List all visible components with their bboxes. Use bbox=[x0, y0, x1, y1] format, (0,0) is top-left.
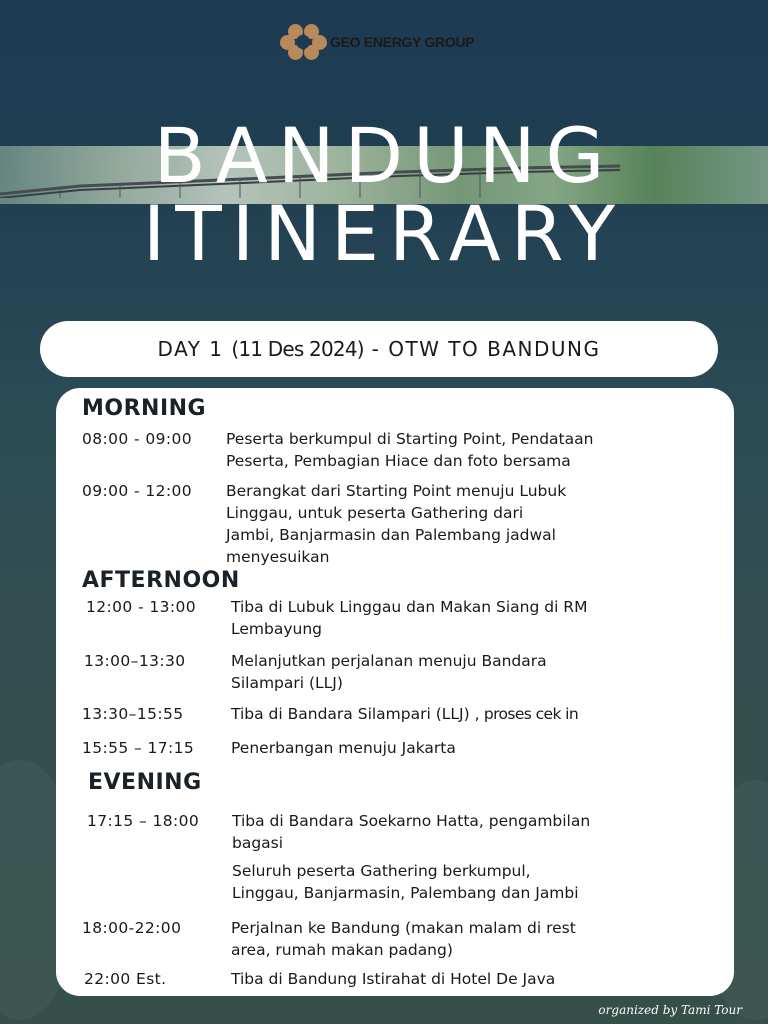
title-line-2: ITINERARY bbox=[142, 189, 626, 278]
day-heading bbox=[40, 321, 718, 377]
schedule-time: 15:55 – 17:15 bbox=[82, 739, 195, 757]
schedule-time: 13:00–13:30 bbox=[84, 652, 186, 670]
brand-name: GEO ENERGY GROUP bbox=[330, 34, 475, 50]
schedule-time: 09:00 - 12:00 bbox=[82, 482, 192, 500]
schedule-description: Melanjutkan perjalanan menuju Bandara Silampari (LLJ) bbox=[231, 652, 547, 692]
schedule-description: Tiba di Bandung Istirahat di Hotel De Java bbox=[231, 970, 556, 988]
schedule-description: Berangkat dari Starting Point menuju Lubuk Linggau, untuk peserta Gathering dari Jambi, Banjarmasin dan Palembang jadwal menyesuikan bbox=[226, 482, 567, 566]
section-evening: EVENING bbox=[88, 770, 202, 795]
brand-logo bbox=[280, 24, 474, 60]
day-date: (11 Des 2024) bbox=[231, 337, 364, 361]
day-label: DAY 1 bbox=[157, 337, 232, 361]
schedule-time: 17:15 – 18:00 bbox=[87, 812, 200, 830]
schedule-time: 12:00 - 13:00 bbox=[86, 598, 196, 616]
schedule-description: Tiba di Lubuk Linggau dan Makan Siang di RM Lembayung bbox=[231, 598, 588, 638]
section-morning: MORNING bbox=[82, 396, 207, 421]
schedule-time: 13:30–15:55 bbox=[82, 705, 184, 723]
schedule-time: 18:00-22:00 bbox=[82, 919, 182, 937]
brand-logo-icon bbox=[280, 24, 328, 60]
schedule-description: Tiba di Bandara Soekarno Hatta, pengambilan bagasi bbox=[232, 812, 591, 852]
title-line-1: BANDUNG bbox=[153, 111, 615, 200]
day-destination: - OTW TO BANDUNG bbox=[363, 337, 601, 361]
schedule-description: Perjalnan ke Bandung (makan malam di rest area, rumah makan padang) bbox=[231, 919, 576, 959]
schedule-description: Penerbangan menuju Jakarta bbox=[231, 739, 456, 757]
schedule-description: Tiba di Bandara Silampari (LLJ) , proses cek in bbox=[231, 705, 579, 723]
organizer-credit: organized by Tami Tour bbox=[598, 1003, 742, 1017]
schedule-description: Peserta berkumpul di Starting Point, Pendataan Peserta, Pembagian Hiace dan foto bersama bbox=[226, 430, 594, 470]
schedule-time: 22:00 Est. bbox=[84, 970, 167, 988]
section-afternoon: AFTERNOON bbox=[82, 568, 240, 593]
schedule-card bbox=[56, 388, 734, 996]
schedule-time: 08:00 - 09:00 bbox=[82, 430, 192, 448]
schedule-description: Seluruh peserta Gathering berkumpul, Linggau, Banjarmasin, Palembang dan Jambi bbox=[232, 862, 579, 902]
